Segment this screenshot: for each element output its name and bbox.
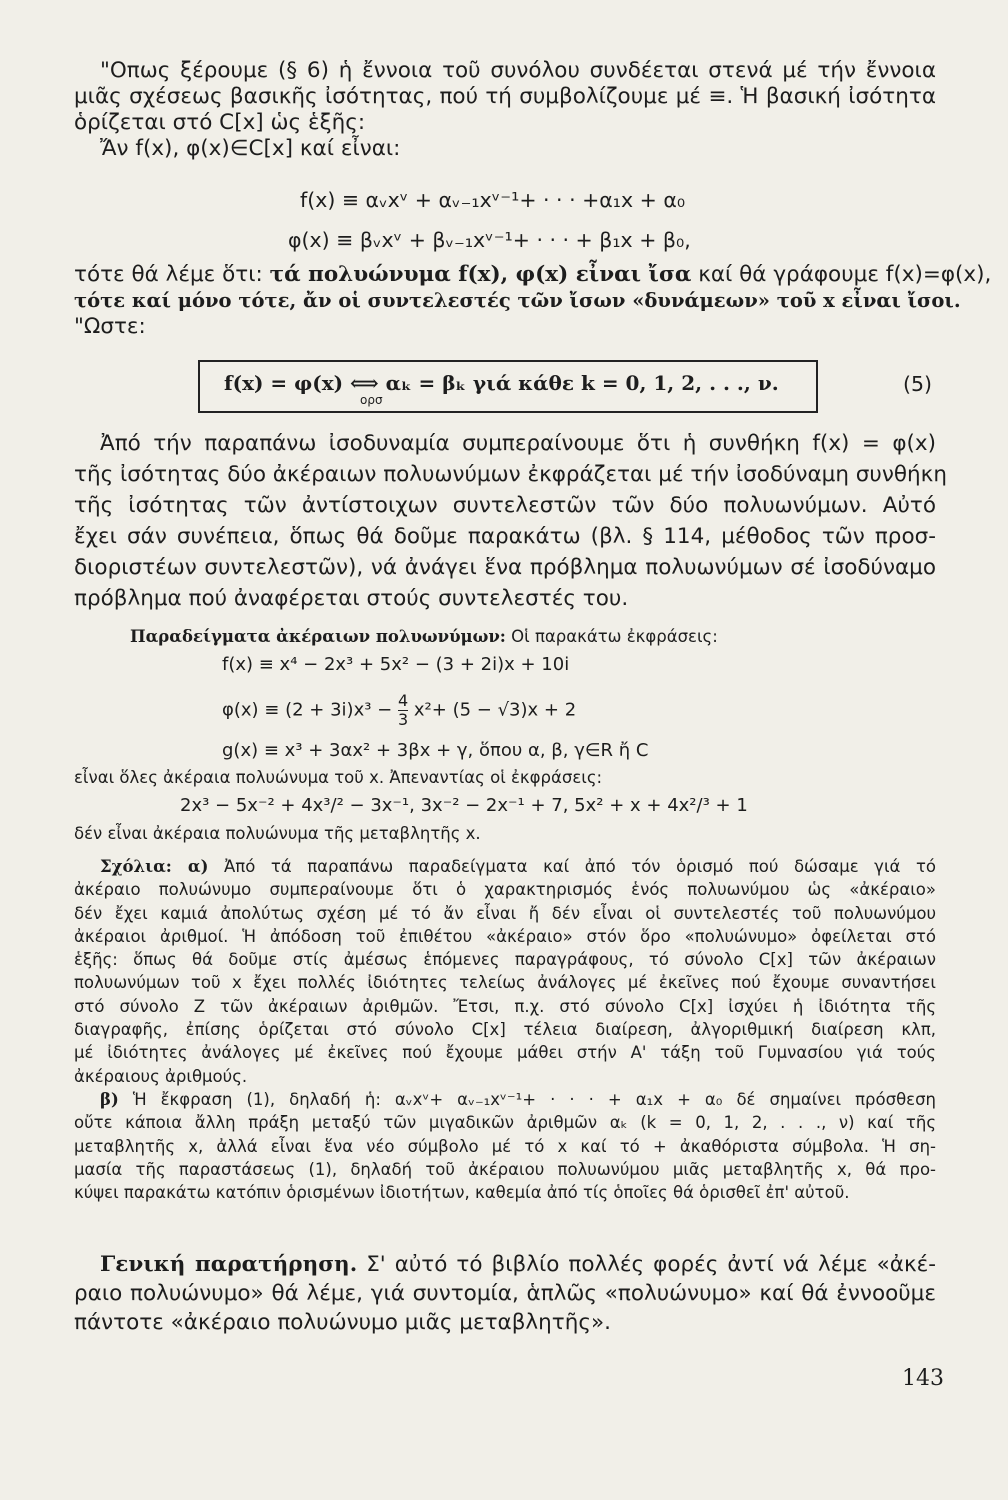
paragraph-2 [74,428,947,614]
text-line: τῆς ἰσότητας δύο ἀκέραιων πολυωνύμων ἐκφράζεται μέ τήν ἰσοδύναμη συνθήκη [74,462,947,487]
examples-followup [74,766,936,789]
text-line [74,855,936,878]
note-a-start: Ἀπό τά παραπάνω παραδείγματα καί ἀπό τόν ὁρισμό πού δώσαμε γιά τό [224,857,936,876]
examples-intro: Οἱ παρακάτω ἐκφράσεις: [511,627,718,646]
examples-heading [130,625,930,648]
notes-label: Σχόλια: α) [100,857,209,876]
formula-text: f(x) = φ(x) ⟺ αₖ = βₖ γιά κάθε k = 0, 1, 2, . . ., ν. [224,371,779,395]
page-number: 143 [902,1366,944,1391]
example-g: g(x) ≡ x³ + 3αx² + 3βx + γ, ὅπου α, β, γ∈R ἤ C [222,740,649,761]
general-remark [74,1250,936,1337]
text-line: ἀκέραιους ἀριθμούς. [74,1066,248,1086]
text-line: διαγραφῆς, ἐπίσης ὁρίζεται στό σύνολο C[x] τέλεια διαίρεση, ἀλγοριθμική διαίρεση κλπ, [74,1020,936,1040]
text-line: πρόβλημα πού ἀναφέρεται στούς συντελεστές του. [74,586,629,611]
text-line: στό σύνολο Z τῶν ἀκέραιων ἀριθμῶν. Ἔτσι, π.χ. στό σύνολο C[x] ἰσχύει ἡ ἰδιότητα τῆς [74,996,936,1016]
text-line: μέ ἰδιότητες ἀνάλογες μέ ἐκεῖνες πού ἔχουμε μάθει στήν Α' τάξη τοῦ Γυμνασίου γιά τούς [74,1043,936,1063]
note-b-start: Ἡ ἔκφραση (1), δηλαδή ἡ: αᵥxᵛ+ αᵥ₋₁xᵛ⁻¹+ · · · + α₁x + α₀ δέ σημαίνει πρόσθεση [132,1089,937,1109]
text-line: οὔτε κάποια ἄλλη πράξη μεταξύ τῶν μιγαδικῶν ἀριθμῶν αₖ (k = 0, 1, 2, . . ., ν) καί τῆς [74,1113,936,1133]
text-line: ἀκέραιο πολυώνυμο συμπεραίνουμε ὅτι ὁ χαρακτηρισμός ἑνός πολυωνύμου ὡς «ἀκέραιο» [74,880,936,900]
formula-note: ορσ [360,393,383,407]
fraction [398,692,408,729]
examples-title: Παραδείγματα ἀκέραιων πολυωνύμων: [130,627,506,646]
text-line: δέν ἔχει καμιά ἀπολύτως σχέση μέ τό ἄν εἶναι ἤ δέν εἶναι οἱ συντελεστές τοῦ πολυωνύμου [74,903,936,923]
text-line [74,262,992,288]
text-line: ἑξῆς: ὅπως θά δοῦμε στίς ἀμέσως ἑπόμενες παραγράφους, τό σύνολο C[x] τῶν ἀκέραιων [74,950,936,970]
text-line: ἔχει σάν συνέπεια, ὅπως θά δοῦμε παρακάτω (βλ. § 114, μέθοδος τῶν προσ- [74,524,936,549]
non-polynomial-expressions: 2x³ − 5x⁻² + 4x³/² − 3x⁻¹, 3x⁻² − 2x⁻¹ + 7, 5x² + x + 4x²/³ + 1 [180,795,748,816]
text-line: δέν εἶναι ἀκέραια πολυώνυμα τῆς μεταβλητῆς x. [74,824,481,843]
text-line: "Ωστε: [74,314,146,339]
text-line: μεταβλητῆς x, ἀλλά εἶναι ἕνα νέο σύμβολο μέ τό x καί τό + ἀκαθόριστα σύμβολα. Ἡ ση- [74,1136,936,1156]
equation-phi: φ(x) ≡ βᵥxᵛ + βᵥ₋₁xᵛ⁻¹+ · · · + β₁x + β₀, [288,228,691,252]
text-line: μασία τῆς παραστάσεως (1), δηλαδή τοῦ ἀκέραιου πολυωνύμου μιᾶς μεταβλητῆς x, θά προ- [74,1159,936,1179]
equation-number: (5) [903,372,933,396]
text-line: διοριστέων συντελεστῶν), νά ἀνάγει ἕνα πρόβλημα πολυωνύμων σέ ἰσοδύναμο [74,555,936,580]
text-line: "Οπως ξέρουμε (§ 6) ἡ ἔννοια τοῦ συνόλου συνδέεται στενά μέ τήν ἔννοια [100,58,936,83]
example-phi [222,692,576,729]
equation-f: f(x) ≡ αᵥxᵛ + αᵥ₋₁xᵛ⁻¹+ · · · +α₁x + α₀ [300,188,686,212]
statement-pre: τότε θά λέμε ὅτι: [74,262,263,287]
example-f: f(x) ≡ x⁴ − 2x³ + 5x² − (3 + 2i)x + 10i [222,654,570,675]
statement-bold: τά πολυώνυμα f(x), φ(x) εἶναι ἴσα [269,262,692,287]
text-line: ἀκέραιοι ἀριθμοί. Ἡ ἀπόδοση τοῦ ἐπιθέτου «ἀκέραιο» στόν ὅρο «πολυώνυμο» ὀφείλεται στό [74,926,936,946]
general-remark-start: Σ' αὐτό τό βιβλίο πολλές φορές ἀντί νά λέμε «ἀκέ- [366,1252,936,1277]
intro-paragraph [74,58,936,162]
notes-section [74,855,936,1204]
fraction-numerator: 4 [397,691,409,710]
text-line: ὁρίζεται στό C[x] ὡς ἑξῆς: [74,110,366,135]
text-line [74,1088,936,1111]
examples-conclusion [74,822,936,845]
text-line: πολυωνύμων τοῦ x ἔχει πολλές ἰδιότητες τελείως ἀνάλογες μέ ἐκεῖνες πού ἔχουμε συναντήσει [74,973,936,993]
text-line: Ἀπό τήν παραπάνω ἰσοδυναμία συμπεραίνουμε ὅτι ἡ συνθήκη f(x) = φ(x) [100,431,936,456]
text-line: μιᾶς σχέσεως βασικῆς ἰσότητας, πού τή συμβολίζουμε μέ ≡. Ἡ βασική ἰσότητα [74,84,936,109]
text-line: τῆς ἰσότητας τῶν ἀντίστοιχων συντελεστῶν τῶν δύο πολυωνύμων. Αὐτό [74,493,936,518]
text-line: Ἄν f(x), φ(x)∈C[x] καί εἶναι: [100,136,401,161]
text-line: εἶναι ὅλες ἀκέραια πολυώνυμα τοῦ x. Ἀπεναντίας οἱ ἐκφράσεις: [74,768,603,787]
boxed-formula [198,360,818,413]
example-phi-post: x²+ (5 − √3)x + 2 [413,699,577,721]
text-line: ραιο πολυώνυμο» θά λέμε, γιά συντομία, ἁπλῶς «πολυώνυμο» καί θά ἐννοοῦμε [74,1281,936,1306]
general-remark-label: Γενική παρατήρηση. [100,1252,358,1277]
text-line [74,1250,936,1279]
text-line: κύψει παρακάτω κατόπιν ὁρισμένων ἰδιοτήτων, καθεμία ἀπό τίς ὁποῖες θά ὁρισθεῖ ἐπ' αὐτοῦ. [74,1183,850,1203]
text-line: πάντοτε «ἀκέραιο πολυώνυμο μιᾶς μεταβλητῆς». [74,1310,611,1335]
example-phi-pre: φ(x) ≡ (2 + 3i)x³ − [222,699,393,721]
statement-paragraph [74,262,992,340]
statement-post: καί θά γράφουμε f(x)=φ(x), [698,262,992,287]
note-b-label: β) [100,1089,119,1109]
fraction-denominator: 3 [397,710,409,729]
text-line: τότε καί μόνο τότε, ἄν οἱ συντελεστές τῶν ἴσων «δυνάμεων» τοῦ x εἶναι ἴσοι. [74,289,961,312]
